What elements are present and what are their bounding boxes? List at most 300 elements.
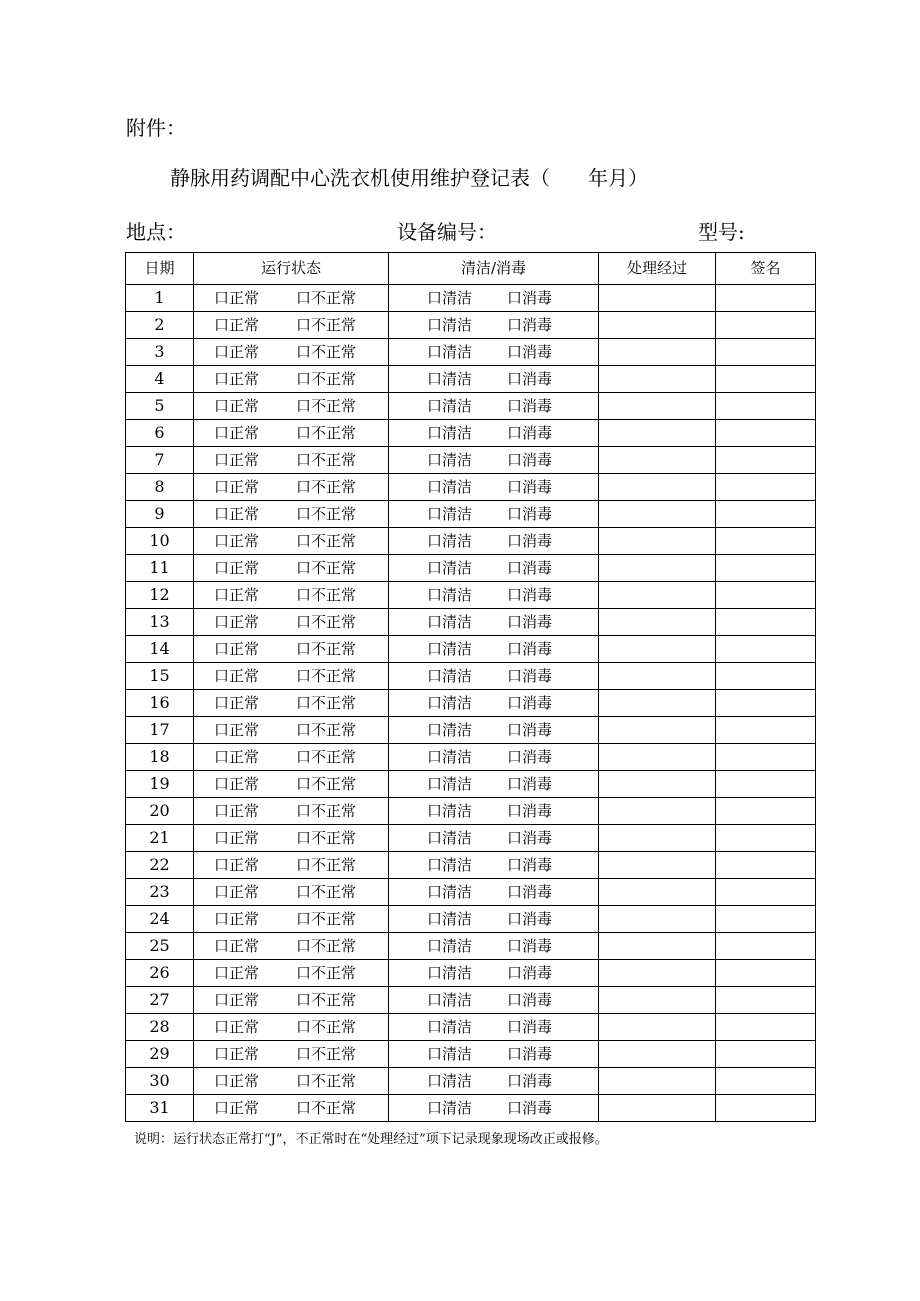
clean-cell [389, 852, 599, 879]
clean-option[interactable]: 口清洁 [427, 559, 473, 577]
status-abnormal-option[interactable]: 口不正常 [296, 748, 357, 766]
status-cell [194, 501, 389, 528]
handling-cell[interactable] [599, 663, 716, 690]
disinfect-option[interactable]: 口消毒 [507, 397, 553, 415]
status-abnormal-option[interactable]: 口不正常 [296, 343, 357, 361]
disinfect-option[interactable]: 口消毒 [507, 937, 553, 955]
status-cell [194, 366, 389, 393]
handling-cell[interactable] [599, 852, 716, 879]
table-row [126, 663, 816, 690]
status-cell [194, 555, 389, 582]
disinfect-option[interactable]: 口消毒 [507, 478, 553, 496]
table-row [126, 420, 816, 447]
day-cell: 15 [126, 663, 194, 690]
status-cell [194, 1041, 389, 1068]
table-row [126, 1095, 816, 1122]
disinfect-option[interactable]: 口消毒 [507, 370, 553, 388]
signature-cell[interactable] [716, 1095, 816, 1122]
clean-option[interactable]: 口清洁 [427, 721, 473, 739]
table-row [126, 1068, 816, 1095]
disinfect-option[interactable]: 口消毒 [507, 829, 553, 847]
clean-option[interactable]: 口清洁 [427, 694, 473, 712]
status-cell [194, 960, 389, 987]
disinfect-option[interactable]: 口消毒 [507, 964, 553, 982]
table-row [126, 825, 816, 852]
table-row [126, 987, 816, 1014]
status-normal-option[interactable]: 口正常 [214, 1018, 260, 1036]
table-row [126, 933, 816, 960]
table-row [126, 474, 816, 501]
clean-cell [389, 744, 599, 771]
day-cell: 31 [126, 1095, 194, 1122]
clean-option[interactable]: 口清洁 [427, 370, 473, 388]
signature-cell[interactable] [716, 582, 816, 609]
table-row [126, 852, 816, 879]
clean-cell [389, 609, 599, 636]
handling-cell[interactable] [599, 960, 716, 987]
day-cell: 18 [126, 744, 194, 771]
disinfect-option[interactable]: 口消毒 [507, 532, 553, 550]
disinfect-option[interactable]: 口消毒 [507, 289, 553, 307]
clean-option[interactable]: 口清洁 [427, 1072, 473, 1090]
disinfect-option[interactable]: 口消毒 [507, 667, 553, 685]
clean-option[interactable]: 口清洁 [427, 397, 473, 415]
clean-option[interactable]: 口清洁 [427, 613, 473, 631]
clean-cell [389, 690, 599, 717]
status-normal-option[interactable]: 口正常 [214, 721, 260, 739]
day-cell: 4 [126, 366, 194, 393]
table-row [126, 447, 816, 474]
status-cell [194, 393, 389, 420]
handling-cell[interactable] [599, 339, 716, 366]
handling-cell[interactable] [599, 825, 716, 852]
status-cell [194, 474, 389, 501]
status-normal-option[interactable]: 口正常 [214, 910, 260, 928]
status-abnormal-option[interactable]: 口不正常 [296, 856, 357, 874]
disinfect-option[interactable]: 口消毒 [507, 640, 553, 658]
clean-option[interactable]: 口清洁 [427, 937, 473, 955]
signature-cell[interactable] [716, 906, 816, 933]
day-cell: 16 [126, 690, 194, 717]
disinfect-option[interactable]: 口消毒 [507, 721, 553, 739]
day-cell: 5 [126, 393, 194, 420]
clean-option[interactable]: 口清洁 [427, 1099, 473, 1117]
handling-cell[interactable] [599, 987, 716, 1014]
disinfect-option[interactable]: 口消毒 [507, 586, 553, 604]
clean-option[interactable]: 口清洁 [427, 316, 473, 334]
disinfect-option[interactable]: 口消毒 [507, 613, 553, 631]
table-row [126, 285, 816, 312]
clean-option[interactable]: 口清洁 [427, 505, 473, 523]
handling-cell[interactable] [599, 447, 716, 474]
handling-cell[interactable] [599, 906, 716, 933]
status-normal-option[interactable]: 口正常 [214, 397, 260, 415]
handling-cell[interactable] [599, 717, 716, 744]
table-row [126, 906, 816, 933]
status-normal-option[interactable]: 口正常 [214, 343, 260, 361]
status-abnormal-option[interactable]: 口不正常 [296, 478, 357, 496]
signature-cell[interactable] [716, 987, 816, 1014]
signature-cell[interactable] [716, 1014, 816, 1041]
clean-option[interactable]: 口清洁 [427, 532, 473, 550]
day-cell: 8 [126, 474, 194, 501]
status-normal-option[interactable]: 口正常 [214, 856, 260, 874]
clean-cell [389, 1068, 599, 1095]
status-normal-option[interactable]: 口正常 [214, 289, 260, 307]
clean-option[interactable]: 口清洁 [427, 856, 473, 874]
clean-option[interactable]: 口清洁 [427, 478, 473, 496]
table-row [126, 798, 816, 825]
maintenance-log-table [125, 252, 816, 1122]
day-cell: 12 [126, 582, 194, 609]
clean-option[interactable]: 口清洁 [427, 424, 473, 442]
handling-cell[interactable] [599, 555, 716, 582]
clean-option[interactable]: 口清洁 [427, 829, 473, 847]
clean-cell [389, 771, 599, 798]
status-abnormal-option[interactable]: 口不正常 [296, 991, 357, 1009]
table-row [126, 1014, 816, 1041]
status-abnormal-option[interactable]: 口不正常 [296, 289, 357, 307]
status-abnormal-option[interactable]: 口不正常 [296, 532, 357, 550]
status-normal-option[interactable]: 口正常 [214, 586, 260, 604]
table-row [126, 582, 816, 609]
header-date: 日期 [126, 253, 194, 285]
clean-cell [389, 393, 599, 420]
day-cell: 28 [126, 1014, 194, 1041]
status-cell [194, 987, 389, 1014]
status-abnormal-option[interactable]: 口不正常 [296, 1045, 357, 1063]
clean-cell [389, 879, 599, 906]
signature-cell[interactable] [716, 663, 816, 690]
status-abnormal-option[interactable]: 口不正常 [296, 694, 357, 712]
page-title: 静脉用药调配中心洗衣机使用维护登记表（ 年月） [170, 166, 649, 190]
status-normal-option[interactable]: 口正常 [214, 559, 260, 577]
table-row [126, 339, 816, 366]
signature-cell[interactable] [716, 825, 816, 852]
status-normal-option[interactable]: 口正常 [214, 991, 260, 1009]
signature-cell[interactable] [716, 420, 816, 447]
disinfect-option[interactable]: 口消毒 [507, 505, 553, 523]
handling-cell[interactable] [599, 771, 716, 798]
header-clean-disinfect: 清洁/消毒 [389, 253, 599, 285]
clean-option[interactable]: 口清洁 [427, 802, 473, 820]
day-cell: 7 [126, 447, 194, 474]
handling-cell[interactable] [599, 798, 716, 825]
table-row [126, 393, 816, 420]
table-row [126, 609, 816, 636]
clean-cell [389, 474, 599, 501]
day-cell: 11 [126, 555, 194, 582]
signature-cell[interactable] [716, 474, 816, 501]
signature-cell[interactable] [716, 744, 816, 771]
day-cell: 6 [126, 420, 194, 447]
status-abnormal-option[interactable]: 口不正常 [296, 937, 357, 955]
signature-cell[interactable] [716, 879, 816, 906]
clean-cell [389, 366, 599, 393]
table-row [126, 636, 816, 663]
equipment-number-label: 设备编号： [397, 220, 497, 244]
signature-cell[interactable] [716, 636, 816, 663]
table-row [126, 717, 816, 744]
clean-cell [389, 420, 599, 447]
status-abnormal-option[interactable]: 口不正常 [296, 586, 357, 604]
status-abnormal-option[interactable]: 口不正常 [296, 829, 357, 847]
disinfect-option[interactable]: 口消毒 [507, 802, 553, 820]
signature-cell[interactable] [716, 609, 816, 636]
status-normal-option[interactable]: 口正常 [214, 505, 260, 523]
handling-cell[interactable] [599, 1041, 716, 1068]
status-normal-option[interactable]: 口正常 [214, 667, 260, 685]
status-cell [194, 609, 389, 636]
status-normal-option[interactable]: 口正常 [214, 694, 260, 712]
status-abnormal-option[interactable]: 口不正常 [296, 1099, 357, 1117]
status-cell [194, 312, 389, 339]
signature-cell[interactable] [716, 501, 816, 528]
status-abnormal-option[interactable]: 口不正常 [296, 640, 357, 658]
status-normal-option[interactable]: 口正常 [214, 964, 260, 982]
status-cell [194, 285, 389, 312]
clean-option[interactable]: 口清洁 [427, 586, 473, 604]
day-cell: 24 [126, 906, 194, 933]
clean-option[interactable]: 口清洁 [427, 343, 473, 361]
table-row [126, 555, 816, 582]
clean-option[interactable]: 口清洁 [427, 451, 473, 469]
day-cell: 19 [126, 771, 194, 798]
handling-cell[interactable] [599, 528, 716, 555]
handling-cell[interactable] [599, 609, 716, 636]
clean-cell [389, 717, 599, 744]
clean-option[interactable]: 口清洁 [427, 640, 473, 658]
clean-cell [389, 906, 599, 933]
table-row [126, 366, 816, 393]
disinfect-option[interactable]: 口消毒 [507, 1045, 553, 1063]
clean-cell [389, 312, 599, 339]
day-cell: 27 [126, 987, 194, 1014]
handling-cell[interactable] [599, 420, 716, 447]
status-normal-option[interactable]: 口正常 [214, 478, 260, 496]
status-cell [194, 447, 389, 474]
signature-cell[interactable] [716, 933, 816, 960]
day-cell: 25 [126, 933, 194, 960]
day-cell: 21 [126, 825, 194, 852]
day-cell: 1 [126, 285, 194, 312]
clean-cell [389, 555, 599, 582]
signature-cell[interactable] [716, 960, 816, 987]
clean-option[interactable]: 口清洁 [427, 883, 473, 901]
status-cell [194, 717, 389, 744]
handling-cell[interactable] [599, 285, 716, 312]
signature-cell[interactable] [716, 852, 816, 879]
handling-cell[interactable] [599, 1095, 716, 1122]
handling-cell[interactable] [599, 1014, 716, 1041]
status-cell [194, 690, 389, 717]
status-cell [194, 528, 389, 555]
status-normal-option[interactable]: 口正常 [214, 829, 260, 847]
status-normal-option[interactable]: 口正常 [214, 640, 260, 658]
status-abnormal-option[interactable]: 口不正常 [296, 424, 357, 442]
handling-cell[interactable] [599, 366, 716, 393]
status-normal-option[interactable]: 口正常 [214, 883, 260, 901]
day-cell: 30 [126, 1068, 194, 1095]
status-normal-option[interactable]: 口正常 [214, 316, 260, 334]
day-cell: 9 [126, 501, 194, 528]
status-cell [194, 825, 389, 852]
status-abnormal-option[interactable]: 口不正常 [296, 910, 357, 928]
handling-cell[interactable] [599, 690, 716, 717]
disinfect-option[interactable]: 口消毒 [507, 1072, 553, 1090]
status-normal-option[interactable]: 口正常 [214, 451, 260, 469]
attachment-label: 附件： [126, 116, 186, 140]
status-abnormal-option[interactable]: 口不正常 [296, 559, 357, 577]
handling-cell[interactable] [599, 744, 716, 771]
clean-option[interactable]: 口清洁 [427, 748, 473, 766]
signature-cell[interactable] [716, 393, 816, 420]
disinfect-option[interactable]: 口消毒 [507, 559, 553, 577]
clean-cell [389, 339, 599, 366]
status-normal-option[interactable]: 口正常 [214, 802, 260, 820]
signature-cell[interactable] [716, 1068, 816, 1095]
disinfect-option[interactable]: 口消毒 [507, 1018, 553, 1036]
day-cell: 23 [126, 879, 194, 906]
footnote: 说明：运行状态正常打“J”，不正常时在“处理经过”项下记录现象现场改正或报修。 [134, 1132, 608, 1147]
handling-cell[interactable] [599, 501, 716, 528]
signature-cell[interactable] [716, 771, 816, 798]
disinfect-option[interactable]: 口消毒 [507, 883, 553, 901]
clean-cell [389, 636, 599, 663]
clean-option[interactable]: 口清洁 [427, 289, 473, 307]
disinfect-option[interactable]: 口消毒 [507, 424, 553, 442]
status-normal-option[interactable]: 口正常 [214, 748, 260, 766]
handling-cell[interactable] [599, 933, 716, 960]
status-normal-option[interactable]: 口正常 [214, 370, 260, 388]
signature-cell[interactable] [716, 555, 816, 582]
clean-cell [389, 933, 599, 960]
handling-cell[interactable] [599, 312, 716, 339]
status-normal-option[interactable]: 口正常 [214, 1099, 260, 1117]
status-normal-option[interactable]: 口正常 [214, 532, 260, 550]
status-abnormal-option[interactable]: 口不正常 [296, 883, 357, 901]
signature-cell[interactable] [716, 312, 816, 339]
status-abnormal-option[interactable]: 口不正常 [296, 721, 357, 739]
status-abnormal-option[interactable]: 口不正常 [296, 1072, 357, 1090]
disinfect-option[interactable]: 口消毒 [507, 748, 553, 766]
disinfect-option[interactable]: 口消毒 [507, 1099, 553, 1117]
clean-cell [389, 798, 599, 825]
header-handling-process: 处理经过 [599, 253, 716, 285]
clean-option[interactable]: 口清洁 [427, 910, 473, 928]
status-cell [194, 663, 389, 690]
clean-cell [389, 663, 599, 690]
clean-cell [389, 1095, 599, 1122]
handling-cell[interactable] [599, 636, 716, 663]
status-abnormal-option[interactable]: 口不正常 [296, 505, 357, 523]
status-cell [194, 1014, 389, 1041]
signature-cell[interactable] [716, 366, 816, 393]
day-cell: 14 [126, 636, 194, 663]
handling-cell[interactable] [599, 879, 716, 906]
day-cell: 13 [126, 609, 194, 636]
status-cell [194, 798, 389, 825]
table-row [126, 771, 816, 798]
status-normal-option[interactable]: 口正常 [214, 613, 260, 631]
clean-cell [389, 987, 599, 1014]
clean-option[interactable]: 口清洁 [427, 775, 473, 793]
status-normal-option[interactable]: 口正常 [214, 424, 260, 442]
table-row [126, 312, 816, 339]
day-cell: 22 [126, 852, 194, 879]
clean-option[interactable]: 口清洁 [427, 667, 473, 685]
handling-cell[interactable] [599, 474, 716, 501]
signature-cell[interactable] [716, 1041, 816, 1068]
status-abnormal-option[interactable]: 口不正常 [296, 397, 357, 415]
status-abnormal-option[interactable]: 口不正常 [296, 775, 357, 793]
status-cell [194, 852, 389, 879]
status-abnormal-option[interactable]: 口不正常 [296, 964, 357, 982]
signature-cell[interactable] [716, 285, 816, 312]
clean-option[interactable]: 口清洁 [427, 964, 473, 982]
status-abnormal-option[interactable]: 口不正常 [296, 802, 357, 820]
status-normal-option[interactable]: 口正常 [214, 775, 260, 793]
status-cell [194, 879, 389, 906]
table-row [126, 690, 816, 717]
status-abnormal-option[interactable]: 口不正常 [296, 1018, 357, 1036]
disinfect-option[interactable]: 口消毒 [507, 343, 553, 361]
clean-cell [389, 285, 599, 312]
status-abnormal-option[interactable]: 口不正常 [296, 451, 357, 469]
status-normal-option[interactable]: 口正常 [214, 1045, 260, 1063]
clean-cell [389, 1041, 599, 1068]
status-abnormal-option[interactable]: 口不正常 [296, 667, 357, 685]
status-abnormal-option[interactable]: 口不正常 [296, 613, 357, 631]
disinfect-option[interactable]: 口消毒 [507, 910, 553, 928]
disinfect-option[interactable]: 口消毒 [507, 316, 553, 334]
model-label: 型号: [698, 220, 745, 244]
signature-cell[interactable] [716, 798, 816, 825]
table-row [126, 528, 816, 555]
disinfect-option[interactable]: 口消毒 [507, 694, 553, 712]
clean-cell [389, 501, 599, 528]
signature-cell[interactable] [716, 528, 816, 555]
disinfect-option[interactable]: 口消毒 [507, 991, 553, 1009]
signature-cell[interactable] [716, 690, 816, 717]
disinfect-option[interactable]: 口消毒 [507, 451, 553, 469]
status-cell [194, 933, 389, 960]
disinfect-option[interactable]: 口消毒 [507, 775, 553, 793]
clean-option[interactable]: 口清洁 [427, 1045, 473, 1063]
table-row [126, 960, 816, 987]
status-normal-option[interactable]: 口正常 [214, 937, 260, 955]
status-cell [194, 339, 389, 366]
signature-cell[interactable] [716, 339, 816, 366]
header-operation-status: 运行状态 [194, 253, 389, 285]
status-normal-option[interactable]: 口正常 [214, 1072, 260, 1090]
clean-cell [389, 528, 599, 555]
signature-cell[interactable] [716, 717, 816, 744]
table-header-row [126, 253, 816, 285]
status-abnormal-option[interactable]: 口不正常 [296, 370, 357, 388]
status-cell [194, 1095, 389, 1122]
status-cell [194, 582, 389, 609]
clean-option[interactable]: 口清洁 [427, 1018, 473, 1036]
disinfect-option[interactable]: 口消毒 [507, 856, 553, 874]
handling-cell[interactable] [599, 582, 716, 609]
handling-cell[interactable] [599, 1068, 716, 1095]
day-cell: 26 [126, 960, 194, 987]
clean-option[interactable]: 口清洁 [427, 991, 473, 1009]
status-abnormal-option[interactable]: 口不正常 [296, 316, 357, 334]
signature-cell[interactable] [716, 447, 816, 474]
handling-cell[interactable] [599, 393, 716, 420]
